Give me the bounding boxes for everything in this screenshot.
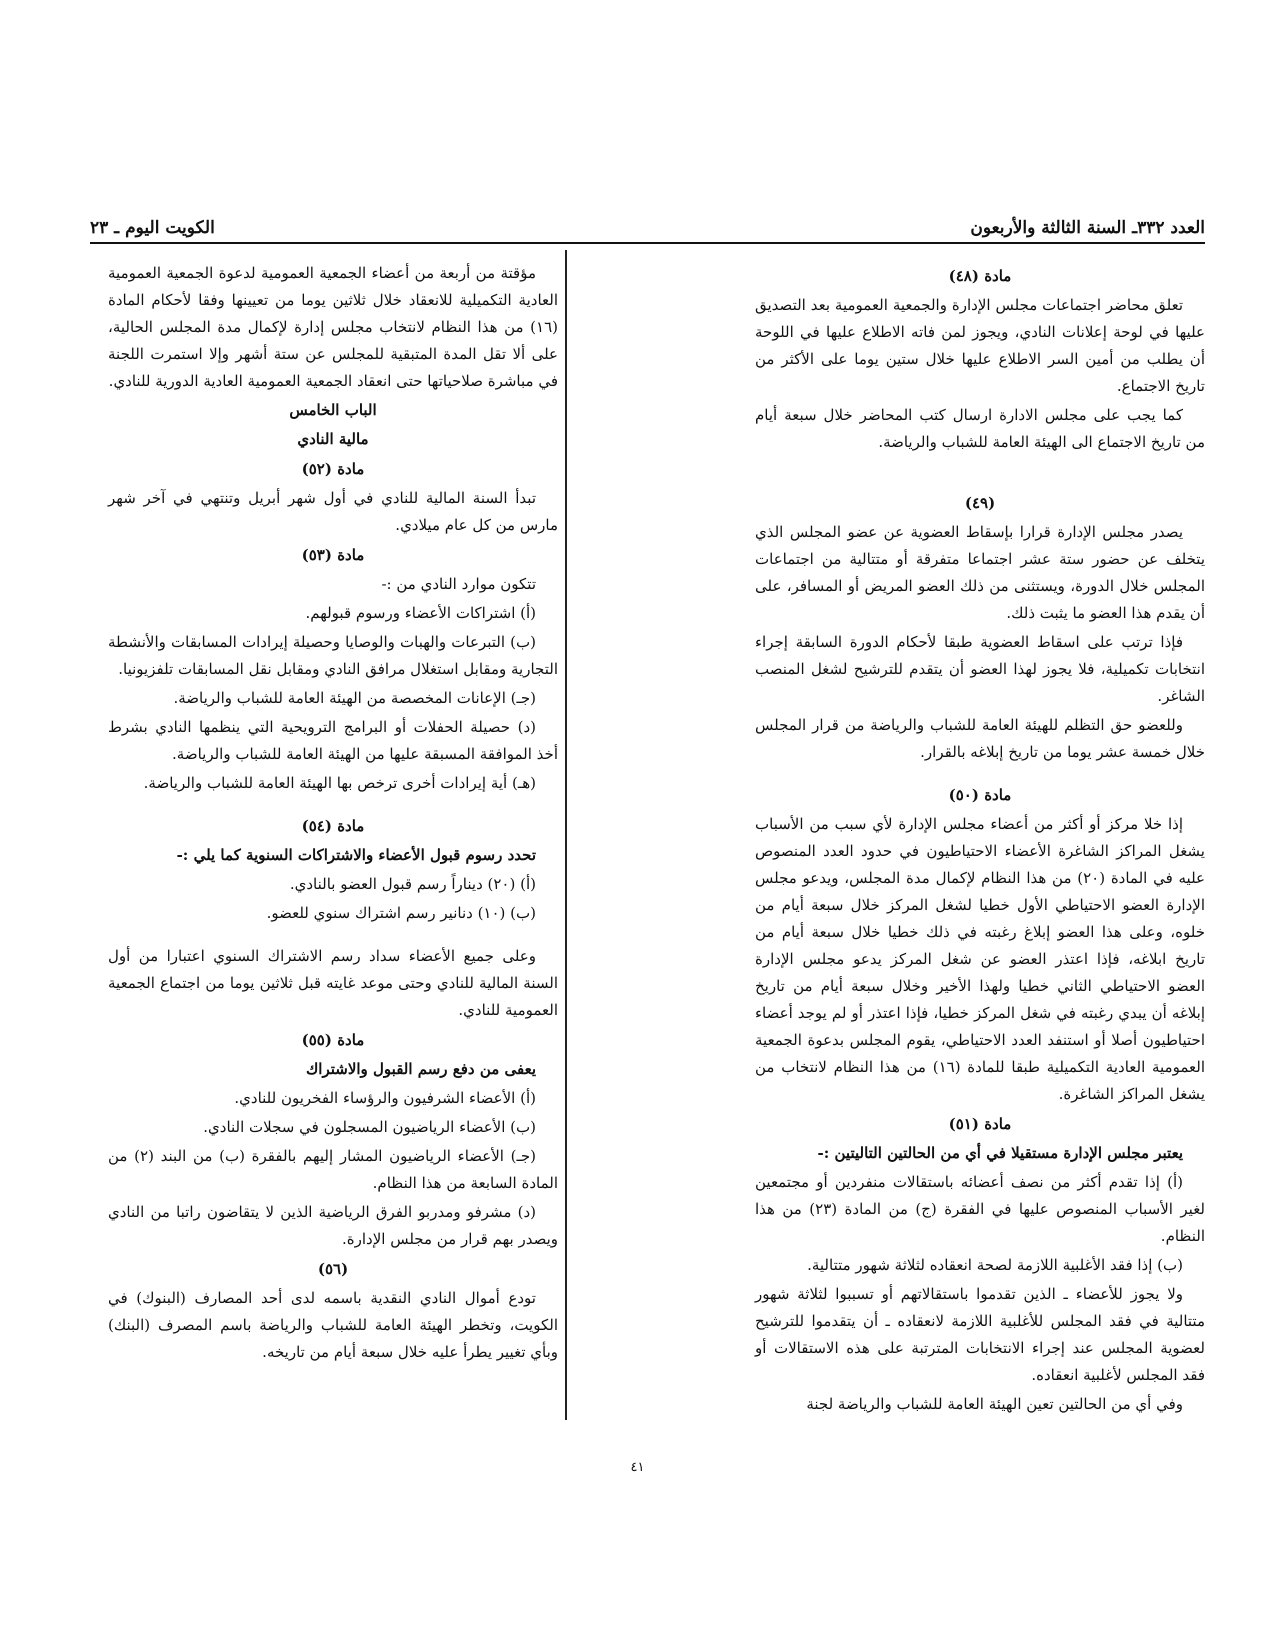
article-55-paragraph: (ب) الأعضاء الرياضيون المسجلون في سجلات النادي. bbox=[203, 1118, 536, 1136]
article-51-paragraph: وفي أي من الحالتين تعين الهيئة العامة للشباب والرياضة لجنة bbox=[806, 1395, 1183, 1413]
article-55-paragraph: (أ) الأعضاء الشرفيون والرؤساء الفخريون للنادي. bbox=[234, 1089, 536, 1107]
article-53-paragraph: (هـ) أية إيرادات أخرى ترخص بها الهيئة العامة للشباب والرياضة. bbox=[143, 774, 536, 792]
article-54-paragraph: (ب) (١٠) دنانير رسم اشتراك سنوي للعضو. bbox=[266, 904, 536, 922]
article-54-paragraph: (أ) (٢٠) ديناراً رسم قبول العضو بالنادي. bbox=[289, 875, 536, 893]
article-51-paragraph: يعتبر مجلس الإدارة مستقيلا في أي من الحالتين التاليتين :- bbox=[817, 1144, 1183, 1162]
article-54-paragraph: وعلى جميع الأعضاء سداد رسم الاشتراك السنوي اعتبارا من أول السنة المالية للنادي وحتى موعد غايته قبل ثلاثين يوما من اجتماع الجمعية العمومية للنادي. bbox=[108, 947, 558, 1019]
article-54-paragraph: تحدد رسوم قبول الأعضاء والاشتراكات السنوية كما يلي :- bbox=[176, 846, 536, 864]
article-53-paragraph: (ب) التبرعات والهبات والوصايا وحصيلة إيرادات المسابقات والأنشطة التجارية ومقابل استغلال مرافق النادي ومقابل نقل المسابقات تلفزيونيا. bbox=[108, 633, 558, 678]
article-48-paragraph: كما يجب على مجلس الادارة ارسال كتب المحاضر خلال سبعة أيام من تاريخ الاجتماع الى الهيئة العامة للشباب والرياضة. bbox=[755, 406, 1205, 451]
publication-title: الكويت اليوم ـ ٢٣ bbox=[90, 218, 215, 238]
column-divider bbox=[565, 250, 567, 1420]
page-header bbox=[90, 208, 1205, 244]
continued-paragraph: مؤقتة من أربعة من أعضاء الجمعية العمومية لدعوة الجمعية العمومية العادية التكميلية للانعقاد خلال ثلاثين يوما من تعيينها وفقا لأحكام المادة (١٦) من هذا النظام لانتخاب مجلس إدارة لإكمال مدة المجلس الحالية، على ألا تقل المدة المتبقية للمجلس عن ستة أشهر وإلا استمرت اللجنة في مباشرة صلاحياتها حتى انعقاد الجمعية العمومية العادية الدورية للنادي. bbox=[108, 264, 558, 390]
article-52-title: مادة (٥٢) bbox=[301, 460, 365, 478]
article-53-paragraph: تتكون موارد النادي من :- bbox=[381, 575, 536, 593]
article-53-paragraph: (د) حصيلة الحفلات أو البرامج الترويحية التي ينظمها النادي بشرط أخذ الموافقة المسبقة عليها من الهيئة العامة للشباب والرياضة. bbox=[108, 718, 558, 763]
article-48-title: مادة (٤٨) bbox=[948, 267, 1012, 285]
article-49-title: (٤٩) bbox=[964, 494, 996, 512]
article-55-paragraph: (د) مشرفو ومدربو الفرق الرياضية الذين لا يتقاضون راتبا من النادي ويصدر بهم قرار من مجلس الإدارة. bbox=[108, 1203, 558, 1248]
article-55-paragraph: (جـ) الأعضاء الرياضيون المشار إليهم بالفقرة (ب) من البند (٢) من المادة السابعة من هذا النظام. bbox=[108, 1147, 558, 1192]
article-51-title: مادة (٥١) bbox=[948, 1115, 1012, 1133]
right-column bbox=[755, 260, 1205, 1420]
article-53-title: مادة (٥٣) bbox=[301, 546, 365, 564]
article-53-paragraph: (جـ) الإعانات المخصصة من الهيئة العامة للشباب والرياضة. bbox=[173, 689, 536, 707]
article-51-paragraph: ولا يجوز للأعضاء ـ الذين تقدموا باستقالاتهم أو تسببوا لثلاثة شهور متتالية في فقد المجلس للأغلبية اللازمة لانعقاده ـ أن يتقدموا للترشيح لعضوية المجلس عند إجراء الانتخابات المترتبة على هذه الاستقالات أو فقد المجلس لأغلبية انعقاده. bbox=[755, 1285, 1205, 1384]
article-56-paragraph: تودع أموال النادي النقدية باسمه لدى أحد المصارف (البنوك) في الكويت، وتخطر الهيئة العامة للشباب والرياضة باسم المصرف (البنك) وبأي تغيير يطرأ عليه خلال سبعة أيام من تاريخه. bbox=[108, 1289, 558, 1361]
article-50-title: مادة (٥٠) bbox=[948, 786, 1012, 804]
article-52-paragraph: تبدأ السنة المالية للنادي في أول شهر أبريل وتنتهي في آخر شهر مارس من كل عام ميلادي. bbox=[108, 489, 558, 534]
page-number: ٤١ bbox=[630, 1460, 645, 1475]
left-column bbox=[108, 260, 558, 1368]
article-54-title: مادة (٥٤) bbox=[301, 817, 365, 835]
chapter-heading: الباب الخامس bbox=[289, 401, 377, 419]
article-55-title: مادة (٥٥) bbox=[301, 1031, 365, 1049]
chapter-title: مالية النادي bbox=[297, 430, 369, 448]
article-49-paragraph: فإذا ترتب على اسقاط العضوية طبقا لأحكام الدورة السابقة إجراء انتخابات تكميلية، فلا يجوز لهذا العضو أن يتقدم للترشيح لشغل المنصب الشاغر. bbox=[755, 633, 1205, 705]
article-53-paragraph: (أ) اشتراكات الأعضاء ورسوم قبولهم. bbox=[305, 604, 536, 622]
article-50-paragraph: إذا خلا مركز أو أكثر من أعضاء مجلس الإدارة لأي سبب من الأسباب يشغل المراكز الشاغرة الأعضاء الاحتياطيون في حدود العدد المنصوص عليه في المادة (٢٠) من هذا النظام لإكمال مدة المجلس، ويدعو مجلس الإدارة العضو الاحتياطي الأول خطيا لشغل المركز خلال سبعة أيام من خلوه، وعلى هذا العضو إبلاغ رغبته في ذلك خطيا خلال سبعة أيام من تاريخ ابلاغه، فإذا اعتذر العضو عن شغل المركز يدعو مجلس الإدارة العضو الاحتياطي الثاني خطيا ولهذا الأخير وخلال سبعة أيام من تاريخ إبلاغه أن يبدي رغبته في شغل المركز خطيا، فإذا اعتذر أو لم يوجد أعضاء احتياطيون أصلا أو استنفد العدد الاحتياطي، يقوم المجلس بدعوة الجمعية العمومية العادية التكميلية طبقا للمادة (١٦) من هذا النظام لانتخاب من يشغل المراكز الشاغرة. bbox=[755, 815, 1205, 1103]
article-51-paragraph: (أ) إذا تقدم أكثر من نصف أعضائه باستقالات منفردين أو مجتمعين لغير الأسباب المنصوص عليها في الفقرة (ج) من المادة (٢٣) من هذا النظام. bbox=[755, 1173, 1206, 1245]
article-56-title: (٥٦) bbox=[317, 1260, 349, 1278]
issue-info: العدد ٣٣٢ـ السنة الثالثة والأربعون bbox=[970, 218, 1205, 238]
article-55-paragraph: يعفى من دفع رسم القبول والاشتراك bbox=[305, 1060, 536, 1078]
article-51-paragraph: (ب) إذا فقد الأغلبية اللازمة لصحة انعقاده لثلاثة شهور متتالية. bbox=[807, 1256, 1183, 1274]
article-49-paragraph: وللعضو حق التظلم للهيئة العامة للشباب والرياضة من قرار المجلس خلال خمسة عشر يوما من تاريخ إبلاغه بالقرار. bbox=[755, 716, 1205, 761]
article-48-paragraph: تعلق محاضر اجتماعات مجلس الإدارة والجمعية العمومية بعد التصديق عليها في لوحة إعلانات النادي، ويجوز لمن فاته الاطلاع عليها في اللوحة أن يطلب من أمين السر الاطلاع عليها خلال ستين يوما على الأكثر من تاريخ الاجتماع. bbox=[755, 296, 1205, 395]
article-49-paragraph: يصدر مجلس الإدارة قرارا بإسقاط العضوية عن عضو المجلس الذي يتخلف عن حضور ستة عشر اجتماعا متفرقة أو متتالية من اجتماعات المجلس خلال الدورة، ويستثنى من ذلك العضو المريض أو المسافر، على أن يقدم هذا العضو ما يثبت ذلك. bbox=[755, 523, 1205, 622]
